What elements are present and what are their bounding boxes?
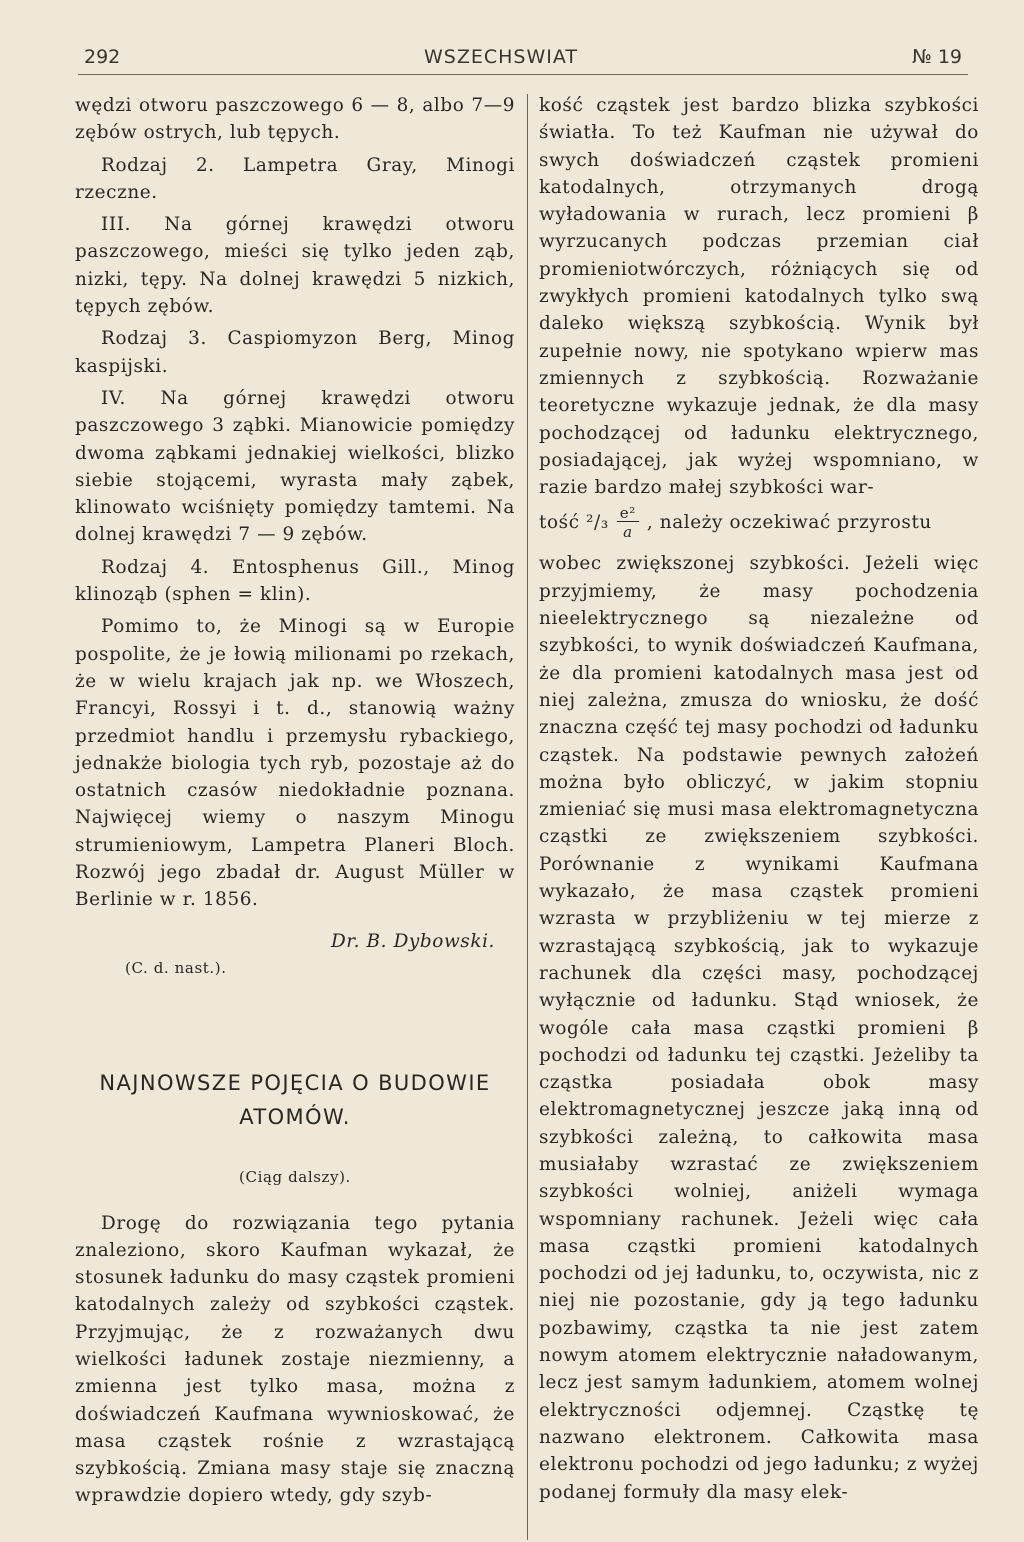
paragraph: Rodzaj 3. Caspiomyzon Berg, Minog kaspijski. xyxy=(75,328,515,377)
paragraph: Rodzaj 2. Lampetra Gray, Minogi rzeczne. xyxy=(75,154,515,203)
paragraph: wędzi otworu paszczowego 6 — 8, albo 7—9 zębów ostrych, lub tępych. xyxy=(75,95,515,144)
paragraph: IV. Na górnej krawędzi otworu paszczowego 3 ząbki. Mianowicie pomiędzy dwoma ząbkami jednakiej wielkości, blizko siebie stojącemi, wyrasta mały ząbek, klinowato wciśnięty pomiędzy tamtemi. Na dolnej krawędzi 7 — 9 zębów. xyxy=(75,387,515,546)
column-divider xyxy=(527,94,528,1540)
paragraph: kość cząstek jest bardzo blizka szybkości światła. To też Kaufman nie używał do swych doświadczeń cząstek promieni katodalnych, otrzymanych drogą wyładowania w rurach, lecz promieni β wyrzucanych podczas przemian ciał promieniotwórczych, różniących się od zwykłych promieni katodalnych tylko swą daleko większą szybkością. Wynik był zupełnie nowy, nie spotykano wpierw mas zmiennych z szybkością. Rozważanie teoretyczne wykazuje jednak, że dla masy pochodzącej od ładunku elektrycznego, posiadającej, jak wyżej wspomniano, w razie bardzo małej szybkości war- xyxy=(539,95,979,499)
page-number: 292 xyxy=(84,46,121,68)
formula-denominator: a xyxy=(623,523,633,542)
article-subtitle: (Ciąg dalszy). xyxy=(239,1168,351,1187)
page-header xyxy=(78,38,968,75)
journal-title: WSZECHSWIAT xyxy=(424,46,579,68)
paragraph: wobec zwiększonej szybkości. Jeżeli więc przyjmiemy, że masy pochodzenia nieelektrycznego są niezależne od szybkości, to wynik doświadczeń Kaufmana, że dla promieni katodalnych masa jest od niej zależna, zmusza do wniosku, że dość znaczna część tej masy pochodzi od ładunku cząstek. Na podstawie pewnych założeń można było obliczyć, w jakim stopniu zmieniać się musi masa elektromagnetyczna cząstki ze zwiększeniem szybkości. Porównanie z wynikami Kaufmana wykazało, że masa cząstek promieni wzrasta w przybliżeniu w tej mierze z wzrastającą szybkością, jak to wykazuje rachunek dla części masy, pochodzącej wyłącznie od ładunku. Stąd wniosek, że wogóle cała masa cząstki promieni β pochodzi od ładunku tej cząstki. Jeżeliby ta cząstka posiadała obok masy elektromagnetycznej jeszcze jaką inną od szybkości zależną, to całkowita masa musiałaby wzrastać ze zwiększeniem szybkości wolniej, aniżeli wymaga wspomniany rachunek. Jeżeli więc cała masa cząstki promieni katodalnych pochodzi od jej ładunku, to, oczywista, nic z niej nie pozostanie, gdy ją tego ładunku pozbawimy, cząstka ta nie jest zatem nowym atomem elektrycznie naładowanym, lecz jest samym ładunkiem, atomem wolnej elektryczności odjemnej. Cząstkę tę nazwano elektronem. Całkowita masa elektronu pochodzi od jego ładunku; z wyżej podanej formuły dla masy elek- xyxy=(539,553,980,1503)
paragraph: III. Na górnej krawędzi otworu paszczowego, mieści się tylko jeden ząb, nizki, tępy. Na dolnej krawędzi 5 nizkich, tępych zębów. xyxy=(75,214,515,318)
paragraph: Drogę do rozwiązania tego pytania znaleziono, skoro Kaufman wykazał, że stosunek ładunku do masy cząstek promieni katodalnych zależy od szybkości cząstek. Przyjmując, że z rozważanych dwu wielkości ładunek zostaje niezmienny, a zmienna jest tylko masa, można z doświadczeń Kaufmana wywnioskować, że masa cząstek rośnie z wzrastającą szybkością. Zmiana masy staje się znaczną wprawdzie dopiero wtedy, gdy szyb- xyxy=(75,1212,515,1507)
paragraph: Pomimo to, że Minogi są w Europie pospolite, że je łowią milionami po rzekach, że w wielu krajach jak np. we Włoszech, Francyi, Rossyi i t. d., stanowią ważny przedmiot handlu i przemysłu rybackiego, jednakże biologia tych ryb, pozostaje aż do ostatnich czasów niedokładnie poznana. Najwięcej wiemy o naszym Minogu strumieniowym, Lampetra Planeri Bloch. Rozwój jego zbadał dr. August Müller w Berlinie w r. 1856. xyxy=(75,616,515,911)
left-column xyxy=(75,92,515,1510)
formula-numerator: e² xyxy=(617,505,639,522)
formula-prefix: tość ²/₃ xyxy=(539,512,609,534)
right-column xyxy=(539,92,979,1506)
author-signature: Dr. B. Dybowski. xyxy=(330,930,495,952)
formula-suffix: , należy oczekiwać przyrostu xyxy=(646,512,932,534)
paragraph: Rodzaj 4. Entosphenus Gill., Minog klinoząb (sphen = klin). xyxy=(75,556,515,606)
formula-fraction xyxy=(617,505,639,540)
article-title: NAJNOWSZE POJĘCIA O BUDOWIE ATOMÓW. xyxy=(99,1071,491,1130)
continuation-note: (C. d. nast.). xyxy=(125,958,227,977)
issue-number: № 19 xyxy=(912,46,962,68)
formula-line xyxy=(539,505,979,540)
